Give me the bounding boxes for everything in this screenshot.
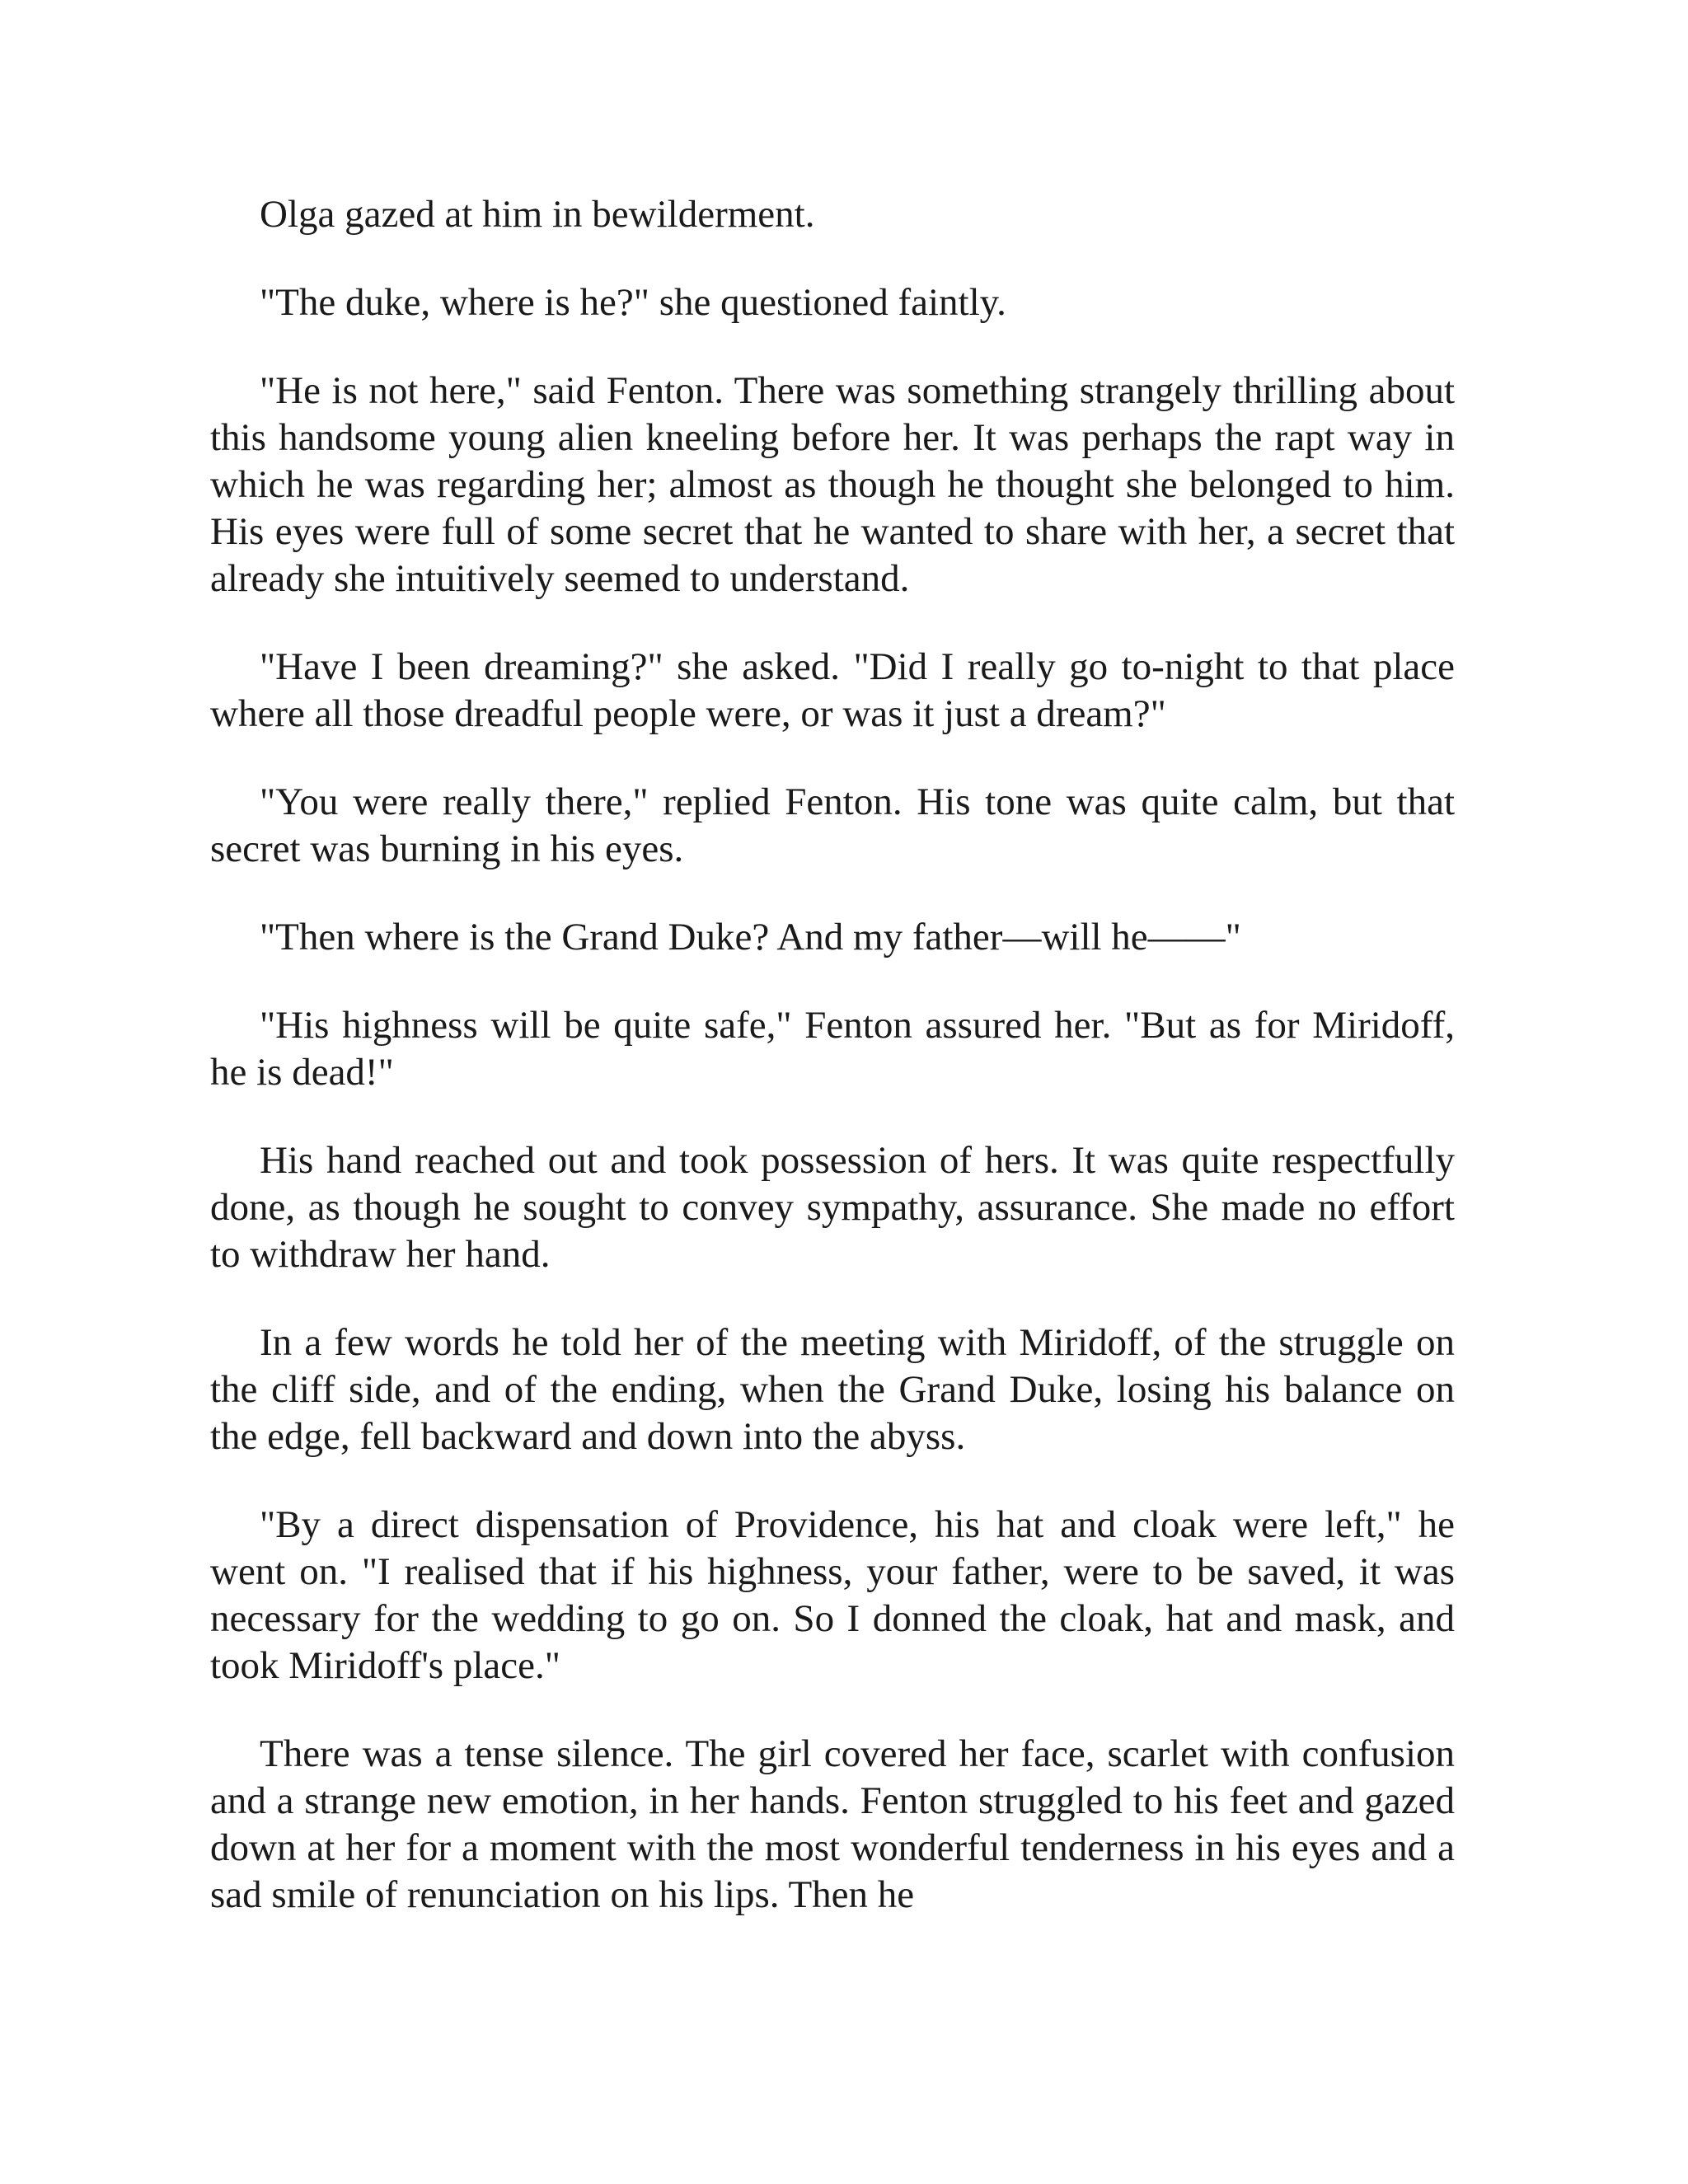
paragraph: His hand reached out and took possession of hers. It was quite respectfully done, as though he sought to convey sympathy, assurance. She made no effort to withdraw her hand. [210,1139,1455,1276]
paragraph: In a few words he told her of the meeting with Miridoff, of the struggle on the cliff side, and of the ending, when the Grand Duke, losing his balance on the edge, fell backward and down into the abyss. [210,1321,1455,1458]
paragraph: "Then where is the Grand Duke? And my father—will he——" [260,916,1241,958]
page-text [210,191,1455,1960]
paragraph: "By a direct dispensation of Providence, his hat and cloak were left," he went on. "I realised that if his highness, your father, were to be saved, it was necessary for the wedding to go on. So I donned the cloak, hat and mask, and took Miridoff's place." [210,1503,1455,1687]
paragraph: "His highness will be quite safe," Fenton assured her. "But as for Miridoff, he is dead!" [210,1004,1455,1094]
paragraph: There was a tense silence. The girl covered her face, scarlet with confusion and a strange new emotion, in her hands. Fenton struggled to his feet and gazed down at her for a moment with the most wonderful tenderness in his eyes and a sad smile of renunciation on his lips. Then he [210,1732,1455,1916]
paragraph: Olga gazed at him in bewilderment. [260,193,815,236]
paragraph: "He is not here," said Fenton. There was something strangely thrilling about this handsome young alien kneeling before her. It was perhaps the rapt way in which he was regarding her; almost as though he thought she belonged to him. His eyes were full of some secret that he wanted to share with her, a secret that already she intuitively seemed to understand. [210,369,1455,600]
paragraph: "Have I been dreaming?" she asked. "Did I really go to-night to that place where all those dreadful people were, or was it just a dream?" [210,645,1455,735]
paragraph: "You were really there," replied Fenton. His tone was quite calm, but that secret was burning in his eyes. [210,780,1455,870]
paragraph: "The duke, where is he?" she questioned faintly. [260,281,1006,324]
